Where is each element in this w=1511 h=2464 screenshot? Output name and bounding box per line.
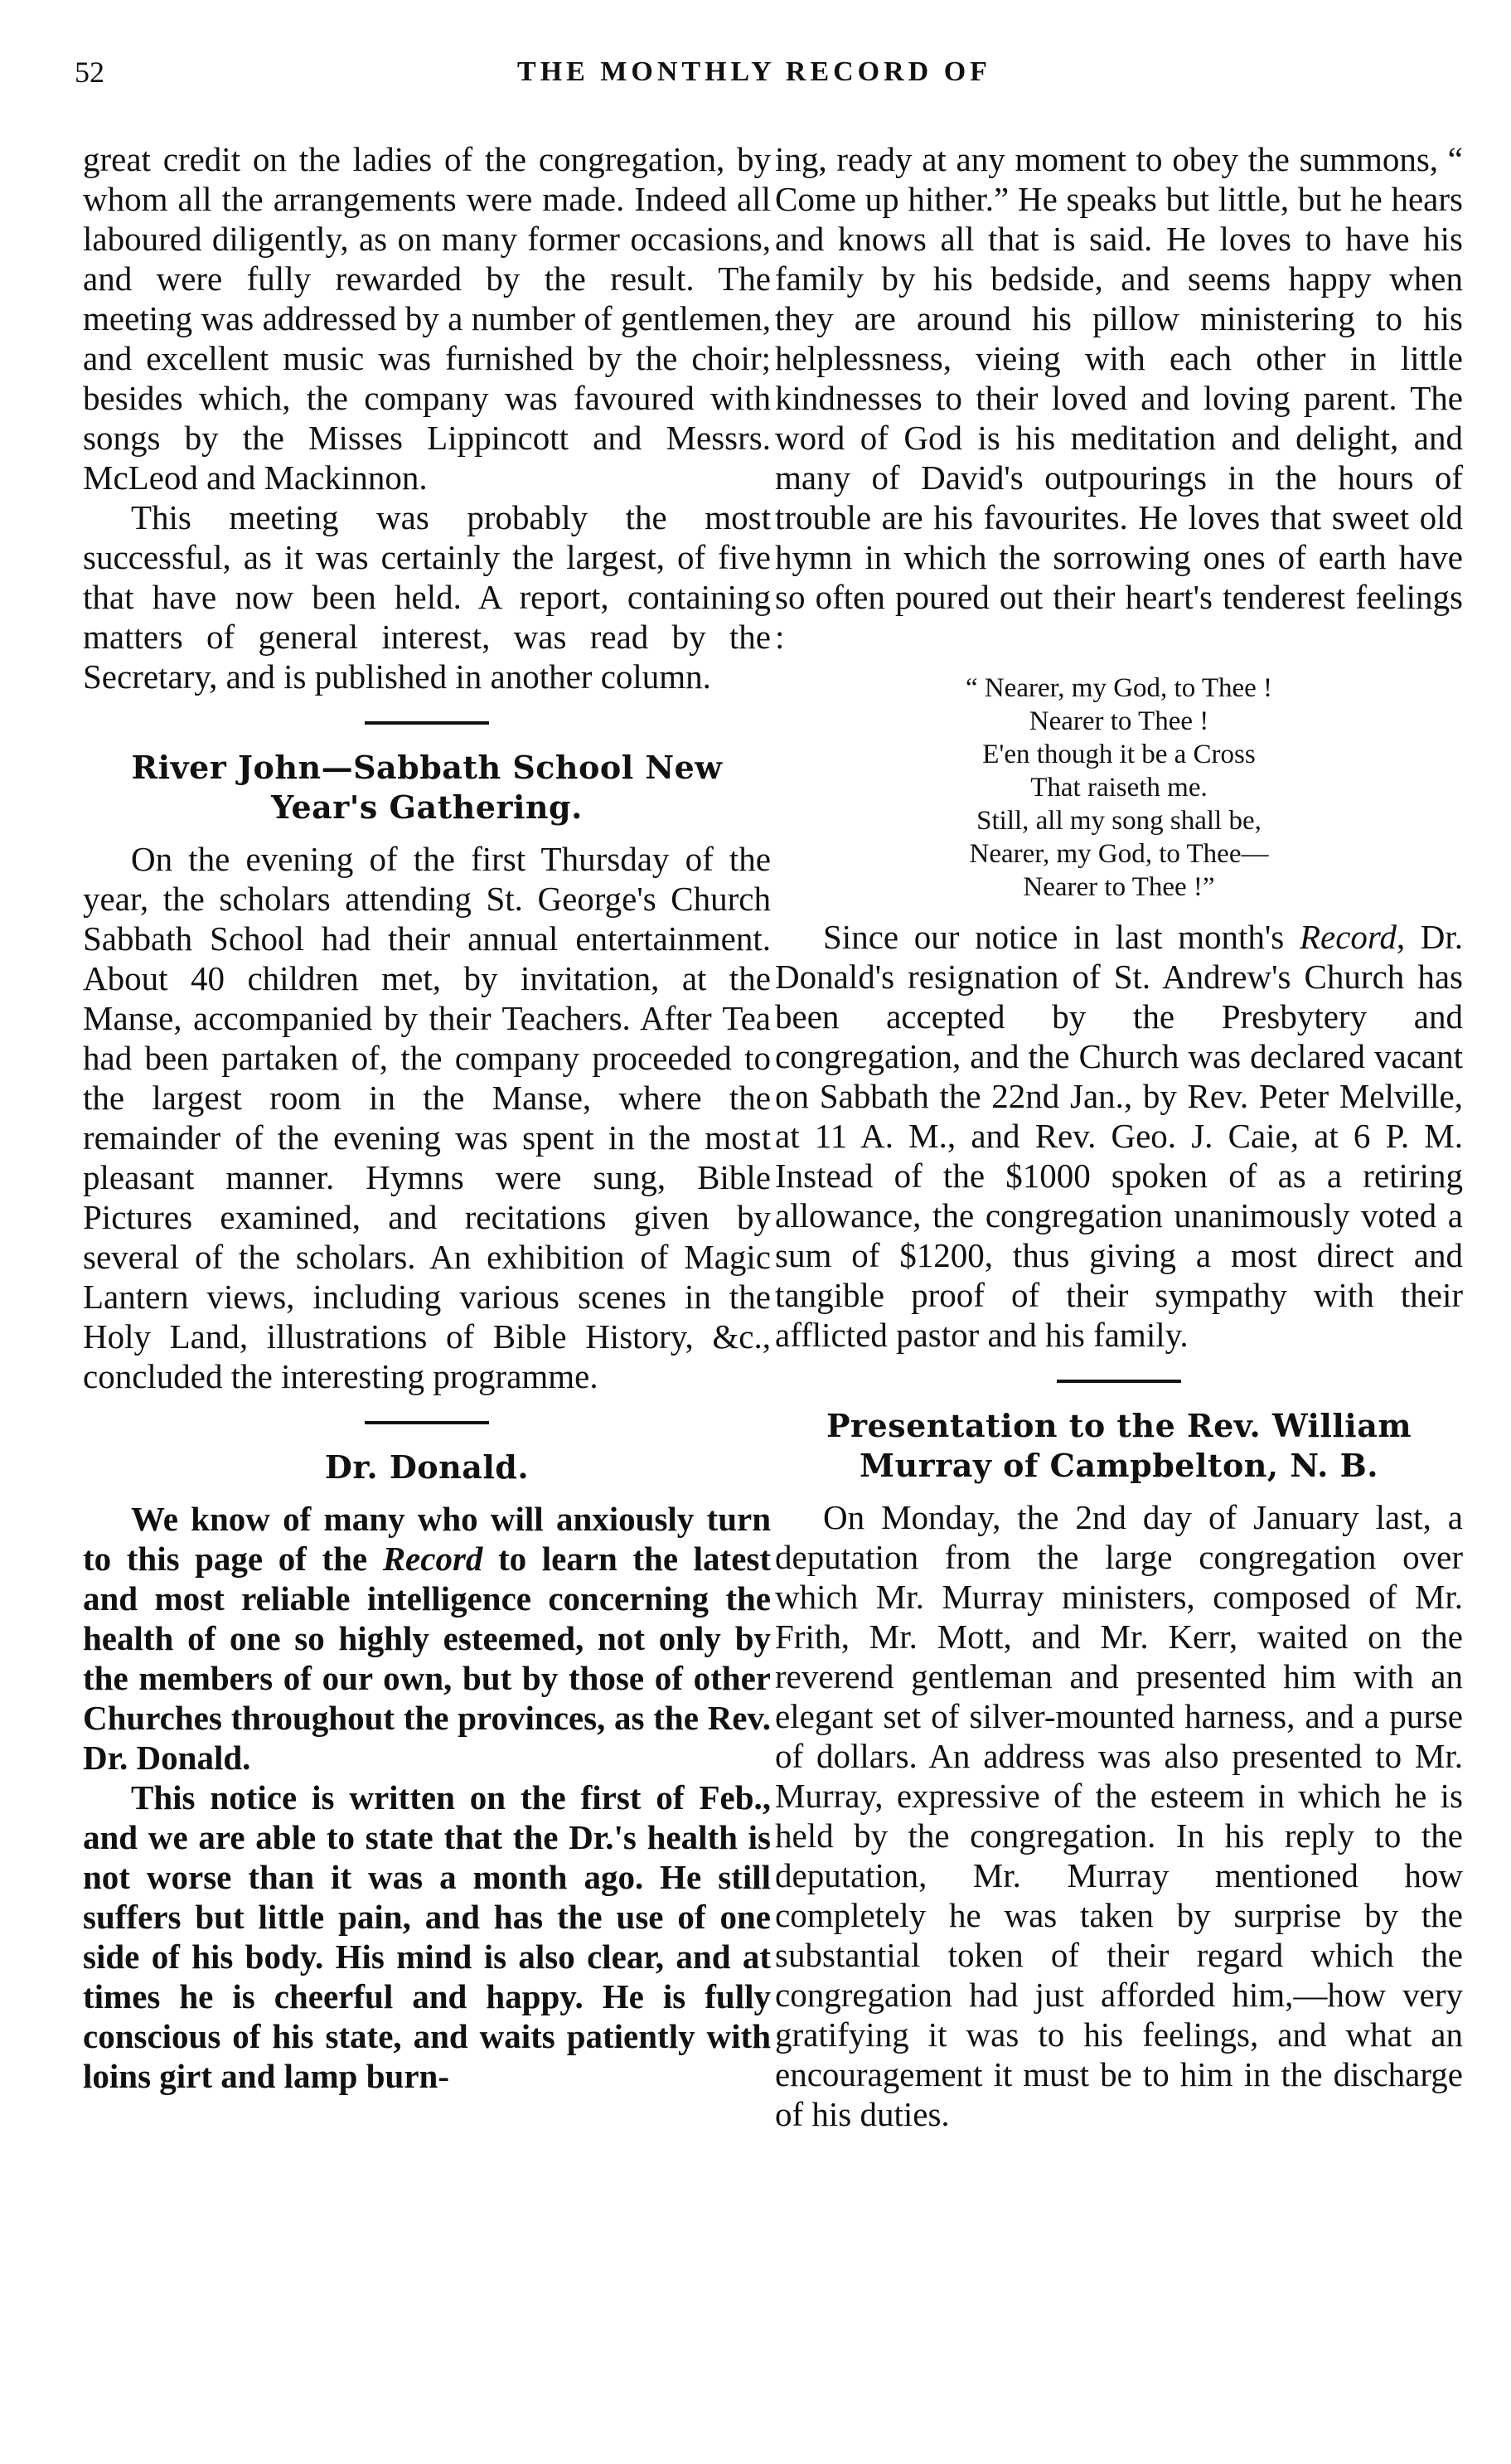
hymn-line: Still, all my song shall be, <box>976 806 1262 836</box>
presentation-paragraph: On Monday, the 2nd day of January last, a deputation from the large congregation over which Mr. Murray ministers, composed of Mr. Frith, Mr. Mott, and Mr. Kerr, waited on the reverend gentleman and presented him with an elegant set of silver-mounted harness, and a purse of dollars. An address was also presented to Mr. Murray, expressive of the esteem in which he is held by the congregation. In his reply to the deputation, Mr. Murray mentioned how completely he was taken by surprise by the substantial token of their regard which the congregation had just afforded him,—how very gratifying it was to his feelings, and what an encouragement it must be to him in the discharge of his duties. <box>775 1498 1463 2133</box>
donald-para1-text-end: to learn the latest and most reliable intelligence concerning the health of one so highly esteemed, not only by the members of our own, but by those of other Churches throughout the provinces, as the Rev. Dr. Donald. <box>83 1540 772 1777</box>
hymn-line: That raiseth me. <box>1030 773 1208 803</box>
donald-para1-text: We know of many who will anxiously turn to this page of the <box>83 1500 771 1578</box>
hymn-line: E'en though it be a Cross <box>982 740 1256 769</box>
intro-paragraph: great credit on the ladies of the congregation, by whom all the arrangements were made. Indeed all laboured diligently, as on many former occasions, and were fully rewarded by the result. The meeting was addressed by a number of gentlemen, and excellent music was furnished by the choir; besides which, the company was favoured with songs by the Misses Lippincott and Messrs. McLeod and Mackinnon. <box>83 140 771 497</box>
section-separator <box>1057 1380 1181 1383</box>
donald-heading: Dr. Donald. <box>324 1448 530 1486</box>
record-title: Record <box>382 1540 483 1578</box>
section-separator <box>365 721 489 725</box>
donald-paragraph-1 <box>83 1499 771 1778</box>
right-column <box>775 139 1463 2134</box>
hymn-line: “ Nearer, my God, to Thee ! <box>965 673 1273 703</box>
continuation-paragraph: ing, ready at any moment to obey the summons, “ Come up hither.” He speaks but little, but he hears and knows all that is said. He loves to have his family by his bedside, and seems happy when they are around his pillow ministering to his helplessness, vieing with each other in little kindnesses to their loved and loving parent. The word of God is his meditation and delight, and many of David's outpourings in the hours of trouble are his favourites. He loves that sweet old hymn in which the sorrowing ones of earth have so often poured out their heart's tenderest feelings : <box>775 140 1463 656</box>
running-title: THE MONTHLY RECORD OF <box>517 56 991 87</box>
section-separator <box>365 1421 489 1424</box>
presentation-heading: Presentation to the Rev. William Murray of Campbelton, N. B. <box>826 1407 1412 1484</box>
resignation-text: Since our notice in last month's <box>823 918 1300 956</box>
left-column <box>83 139 771 2096</box>
donald-paragraph-2: This notice is written on the first of Feb., and we are able to state that the Dr.'s health is not worse than it was a month ago. He still suffers but little pain, and has the use of one side of his body. His mind is also clear, and at times he is cheerful and happy. He is fully conscious of his state, and waits patiently with loins girt and lamp burn- <box>83 1778 771 2095</box>
page-number: 52 <box>75 56 104 89</box>
river-john-heading: River John—Sabbath School New Year's Gathering. <box>131 749 723 826</box>
page-header <box>75 55 1434 104</box>
river-john-paragraph: On the evening of the first Thursday of the year, the scholars attending St. George's Church Sabbath School had their annual entertainment. About 40 children met, by invitation, at the Manse, accompanied by their Teachers. After Tea had been partaken of, the company proceeded to the largest room in the Manse, where the remainder of the evening was spent in the most pleasant manner. Hymns were sung, Bible Pictures examined, and recitations given by several of the scholars. An exhibition of Magic Lantern views, including various scenes in the Holy Land, illustrations of Bible History, &c., concluded the interesting programme. <box>83 840 771 1395</box>
hymn-quote <box>775 672 1463 904</box>
meeting-paragraph: This meeting was probably the most successful, as it was certainly the largest, of five that have now been held. A report, containing matters of general interest, was read by the Secretary, and is published in another column. <box>83 498 771 696</box>
hymn-line: Nearer to Thee !” <box>1023 872 1215 902</box>
hymn-line: Nearer to Thee ! <box>1029 706 1209 736</box>
resignation-text-end: , Dr. Donald's resignation of St. Andrew's Church has been accepted by the Presbytery and congregation, and the Church was declared vacant on Sabbath the 22nd Jan., by Rev. Peter Melville, at 11 A. M., and Rev. Geo. J. Caie, at 6 P. M. Instead of the $1000 spoken of as a retiring allowance, the congregation unanimously voted a sum of $1200, thus giving a most direct and tangible proof of their sympathy with their afflicted pastor and his family. <box>775 918 1464 1354</box>
record-title: Record <box>1299 918 1397 956</box>
resignation-paragraph <box>775 917 1463 1355</box>
hymn-line: Nearer, my God, to Thee— <box>969 839 1269 869</box>
